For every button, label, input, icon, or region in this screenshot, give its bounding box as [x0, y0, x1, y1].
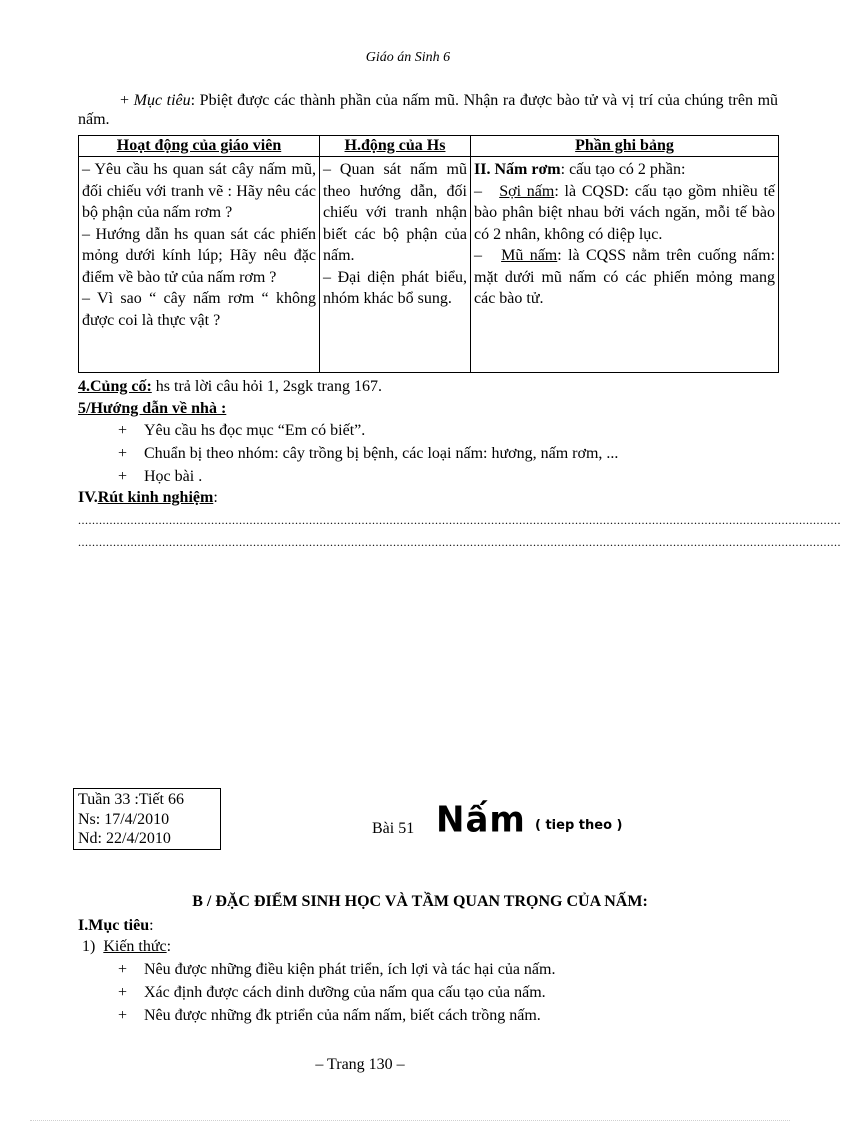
dotted-line: .......................................................................................................................................................................................................................... — [78, 513, 841, 527]
week-lesson: Tuần 33 :Tiết 66 — [78, 791, 184, 808]
teacher-item: – Yêu cầu hs quan sát cây nấm mũ, đối chiếu với tranh vẽ : Hãy nêu các bộ phận của nấm rơm ? — [82, 161, 316, 221]
nd-date: Nd: 22/4/2010 — [78, 830, 171, 847]
dotted-line: .......................................................................................................................................................................................................................... — [78, 535, 841, 549]
list-item: + Yêu cầu hs đọc mục “Em có biết”. — [118, 422, 366, 439]
section-4-cung-co: 4.Củng cố: hs trả lời câu hỏi 1, 2sgk trang 167. — [78, 378, 382, 395]
objective-paragraph — [78, 91, 778, 129]
header-student: H.động của Hs — [320, 136, 471, 157]
objective-bullet: + — [120, 92, 130, 109]
student-activity-cell — [320, 157, 471, 373]
page-header-title: Giáo án Sinh 6 — [365, 50, 451, 65]
objective-label: Mục tiêu — [133, 92, 191, 109]
section-iv-title: IV.Rút kinh nghiệm: — [78, 489, 218, 506]
objectives-title: I.Mục tiêu: — [78, 917, 154, 934]
list-item: + Nêu được những đk ptriển của nấm nấm, biết cách trồng nấm. — [118, 1007, 541, 1024]
header-board: Phần ghi bảng — [471, 136, 779, 157]
ns-date: Ns: 17/4/2010 — [78, 810, 170, 828]
list-item: + Xác định được cách dinh dưỡng của nấm qua cấu tạo của nấm. — [118, 984, 546, 1001]
page-footer: – Trang 130 – — [315, 1056, 405, 1073]
part-b-title: B / ĐẶC ĐIỂM SINH HỌC VÀ TẦM QUAN TRỌNG CỦA NẤM: — [192, 893, 648, 910]
student-item: – Quan sát nấm mũ theo hướng dẫn, đối chiếu với tranh nhận biết các bộ phận của nấm. — [323, 161, 467, 264]
lesson-subtitle: ( tiep theo ) — [535, 818, 623, 833]
table-header-row — [79, 136, 779, 157]
teacher-item: – Vì sao “ cây nấm rơm “ không được coi là thực vật ? — [82, 290, 316, 329]
list-item: + Học bài . — [118, 468, 203, 485]
list-item: + Chuẩn bị theo nhóm: cây trồng bị bệnh, các loại nấm: hương, nấm rơm, ... — [118, 445, 619, 462]
board-item-soi-nam: – Sợi nấm: là CQSD: cấu tạo gồm nhiều tế bào phân biệt nhau bởi vách ngăn, mỗi tế bào có 2 nhân, không có diệp lục. — [474, 182, 776, 243]
board-item-mu-nam: – Mũ nấm: là CQSS nằm trên cuống nấm: mặt dưới mũ nấm có các phiến mỏng mang các bào tử. — [474, 247, 776, 307]
board-heading: II. Nấm rơm: cấu tạo có 2 phần: — [474, 161, 686, 178]
table-row — [79, 157, 779, 373]
section-5-title: 5/Hướng dẫn về nhà : — [78, 400, 227, 417]
week-info-box — [73, 788, 221, 850]
page-bottom-divider — [30, 1120, 790, 1121]
lesson-activity-table — [78, 135, 779, 373]
knowledge-subtitle: 1) Kiến thức: — [82, 938, 172, 955]
header-teacher: Hoạt động của giáo viên — [79, 136, 320, 157]
teacher-item: – Hướng dẫn hs quan sát các phiến mỏng dưới kính lúp; Hãy nêu đặc điểm về bào tử của nấm rơm ? — [82, 225, 316, 286]
lesson-number: Bài 51 — [372, 820, 415, 837]
lesson-title: Nấm — [436, 799, 526, 841]
list-item: + Nêu được những điều kiện phát triển, ích lợi và tác hại của nấm. — [118, 961, 556, 978]
objective-text: : Pbiệt được các thành phần của nấm mũ. Nhận ra được bào tử và vị trí của chúng trên mũ nấm. — [78, 92, 779, 128]
student-item: – Đại diện phát biểu, nhóm khác bổ sung. — [323, 268, 467, 307]
board-notes-cell — [471, 157, 779, 373]
teacher-activity-cell — [79, 157, 320, 373]
